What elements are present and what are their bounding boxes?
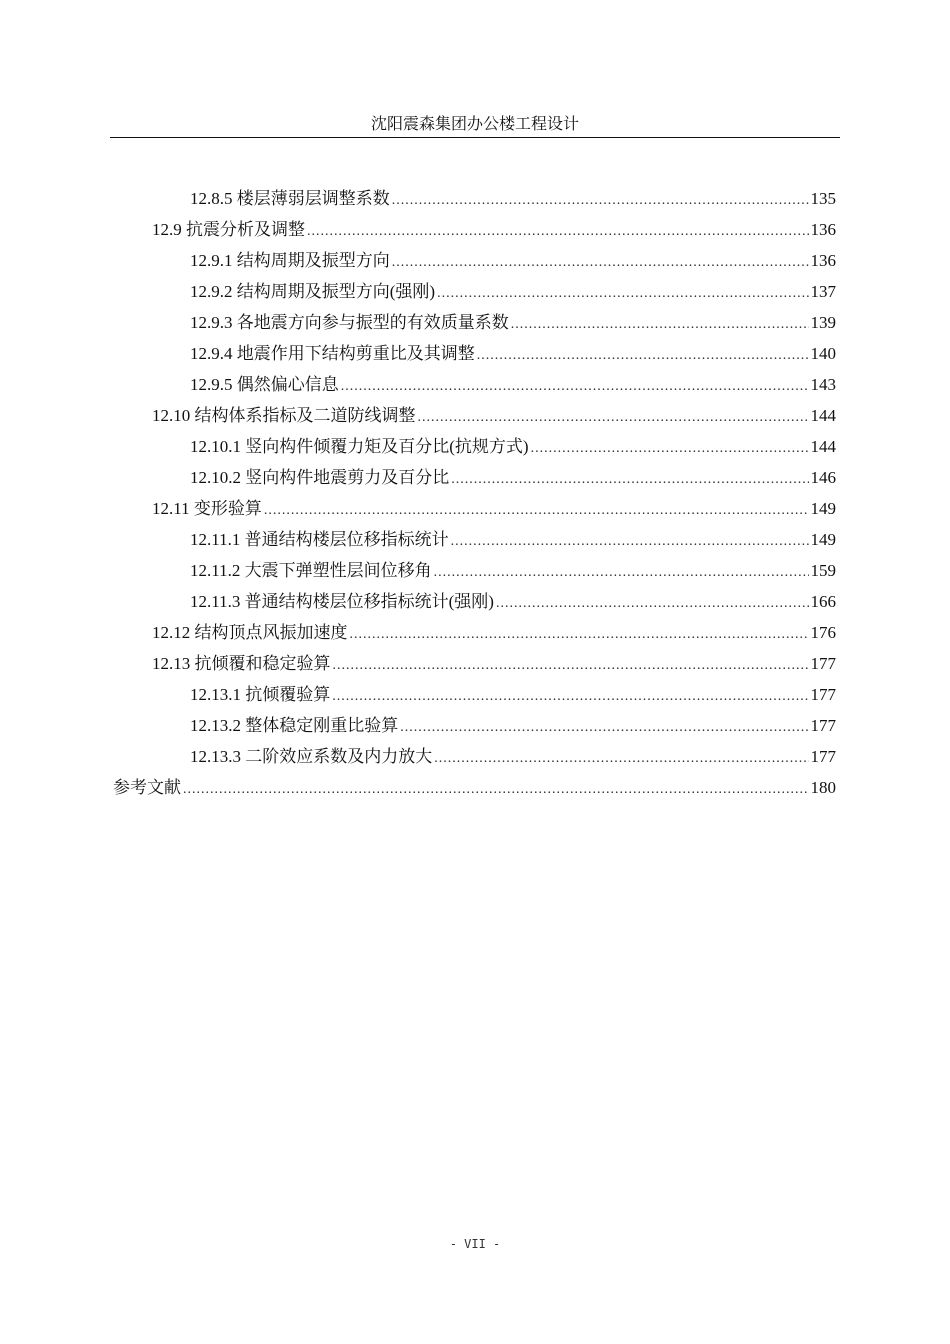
toc-entry[interactable] <box>190 247 836 275</box>
toc-leader-dots <box>341 373 809 401</box>
toc-entry-page: 135 <box>810 189 836 208</box>
toc-entry-label: 12.9.3 各地震方向参与振型的有效质量系数 <box>190 313 509 332</box>
toc-entry[interactable] <box>190 371 836 399</box>
toc-entry-label: 12.13.2 整体稳定刚重比验算 <box>190 716 399 735</box>
toc-entry-page: 140 <box>810 344 836 363</box>
toc-entry[interactable] <box>190 309 836 337</box>
toc-entry-page: 180 <box>810 778 836 797</box>
toc-entry-label: 12.9.1 结构周期及振型方向 <box>190 251 390 270</box>
toc-entry[interactable] <box>190 464 836 492</box>
page-number: - VII - <box>449 1237 501 1251</box>
toc-entry[interactable] <box>152 402 836 430</box>
toc-entry-label: 12.9 抗震分析及调整 <box>152 220 305 239</box>
toc-leader-dots <box>333 652 809 680</box>
toc-entry-page: 177 <box>810 654 836 673</box>
toc-entry[interactable] <box>152 495 836 523</box>
toc-entry-label: 12.8.5 楼层薄弱层调整系数 <box>190 189 390 208</box>
toc-entry-page: 177 <box>810 716 836 735</box>
toc-leader-dots <box>496 590 809 618</box>
toc-entry-page: 176 <box>810 623 836 642</box>
toc-leader-dots <box>477 342 809 370</box>
toc-entry-label: 12.9.2 结构周期及振型方向(强刚) <box>190 282 436 301</box>
toc-entry-page: 146 <box>810 468 836 487</box>
toc-entry-page: 177 <box>810 747 836 766</box>
toc-entry[interactable] <box>152 650 836 678</box>
toc-entry-page: 149 <box>810 530 836 549</box>
toc-leader-dots <box>531 435 809 463</box>
toc-entry-page: 137 <box>810 282 836 301</box>
toc-entry-page: 143 <box>810 375 836 394</box>
toc-entry-label: 12.11.2 大震下弹塑性层间位移角 <box>190 561 432 580</box>
toc-leader-dots <box>400 714 808 742</box>
toc-entry-label: 12.10.1 竖向构件倾覆力矩及百分比(抗规方式) <box>190 437 529 456</box>
toc-leader-dots <box>418 404 809 432</box>
toc-entry[interactable] <box>190 681 836 709</box>
toc-entry[interactable] <box>190 433 836 461</box>
toc-entry-page: 166 <box>810 592 836 611</box>
toc-entry-page: 177 <box>810 685 836 704</box>
toc-entry-label: 12.13.3 二阶效应系数及内力放大 <box>190 747 433 766</box>
toc-leader-dots <box>511 311 809 339</box>
toc-leader-dots <box>307 218 809 246</box>
toc-entry-label: 12.13.1 抗倾覆验算 <box>190 685 331 704</box>
toc-entry-page: 144 <box>810 406 836 425</box>
toc-entry-label: 12.11.1 普通结构楼层位移指标统计 <box>190 530 449 549</box>
page-header: 沈阳震森集团办公楼工程设计 <box>370 116 579 133</box>
toc-entry[interactable] <box>190 526 836 554</box>
toc-entry-page: 149 <box>810 499 836 518</box>
toc-leader-dots <box>451 466 808 494</box>
toc-entry[interactable] <box>190 340 836 368</box>
toc-entry-label: 12.12 结构顶点风振加速度 <box>152 623 348 642</box>
toc-entry-page: 139 <box>810 313 836 332</box>
toc-entry[interactable] <box>190 557 836 585</box>
toc-entry[interactable] <box>190 712 836 740</box>
toc-entry-page: 136 <box>810 220 836 239</box>
toc-entry-label: 12.11 变形验算 <box>152 499 262 518</box>
toc-entry-label: 12.10.2 竖向构件地震剪力及百分比 <box>190 468 450 487</box>
toc-entry-label: 12.10 结构体系指标及二道防线调整 <box>152 406 416 425</box>
toc-leader-dots <box>350 621 809 649</box>
toc-leader-dots <box>183 776 809 804</box>
toc-leader-dots <box>451 528 809 556</box>
toc-leader-dots <box>434 745 808 773</box>
toc-leader-dots <box>332 683 808 711</box>
toc-entry-label: 参考文献 <box>113 778 181 797</box>
toc-entry-label: 12.9.4 地震作用下结构剪重比及其调整 <box>190 344 475 363</box>
toc-entry-label: 12.9.5 偶然偏心信息 <box>190 375 339 394</box>
toc-leader-dots <box>392 249 809 277</box>
toc-entry[interactable] <box>190 278 836 306</box>
toc-entry[interactable] <box>190 185 836 213</box>
toc-leader-dots <box>392 187 809 215</box>
toc-entry-label: 12.11.3 普通结构楼层位移指标统计(强刚) <box>190 592 494 611</box>
toc-entry[interactable] <box>190 588 836 616</box>
toc-entry-page: 159 <box>810 561 836 580</box>
toc-entry[interactable] <box>113 774 836 802</box>
toc-leader-dots <box>264 497 809 525</box>
toc-leader-dots <box>437 280 808 308</box>
toc-entry[interactable] <box>152 216 836 244</box>
header-divider <box>110 137 840 138</box>
toc-entry-page: 144 <box>810 437 836 456</box>
toc-entry[interactable] <box>190 743 836 771</box>
toc-entry-label: 12.13 抗倾覆和稳定验算 <box>152 654 331 673</box>
toc-entry[interactable] <box>152 619 836 647</box>
toc-entry-page: 136 <box>810 251 836 270</box>
toc-leader-dots <box>434 559 809 587</box>
